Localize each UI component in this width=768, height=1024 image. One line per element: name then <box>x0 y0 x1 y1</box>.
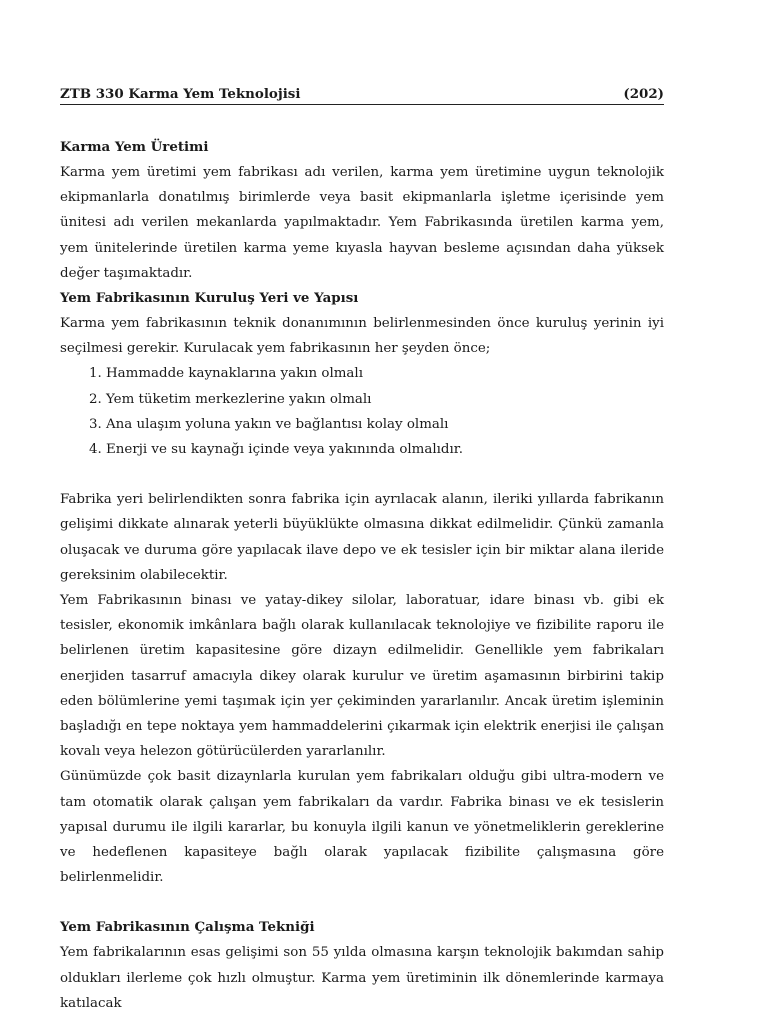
section-heading-karma-yem-uretimi: Karma Yem Üretimi <box>60 139 209 155</box>
list-item: 2. Yem tüketim merkezlerine yakın olmalı <box>106 387 664 412</box>
paragraph-gunumuzde: Günümüzde çok basit dizaynlarla kurulan yem fabrikaları olduğu gibi ultra-modern ve tam otomatik olarak çalışan yem fabrikaları da vardır. Fabrika binası ve ek tesislerin yapısal durumu ile ilgili kararlar, bu konuyla ilgili kanun ve yönetmeliklerin gereklerine ve hedeflenen kapasiteye bağlı olarak yapılacak fizibilite çalışmasına göre belirlenmelidir. <box>60 769 664 886</box>
requirements-list <box>60 361 664 462</box>
section-heading-kurulus-yeri: Yem Fabrikasının Kuruluş Yeri ve Yapısı <box>60 290 359 307</box>
list-item: 3. Ana ulaşım yoluna yakın ve bağlantısı kolay olmalı <box>106 412 664 437</box>
section-heading-calisma-teknigi: Yem Fabrikasının Çalışma Tekniği <box>60 919 315 936</box>
paragraph-fabrika-binasi: Yem Fabrikasının binası ve yatay-dikey silolar, laboratuar, idare binası vb. gibi ek tesisler, ekonomik imkânlara bağlı olarak kullanılacak teknolojiye ve fizibilite raporu ile belirlenen üretim kapasitesine göre dizayn edilmelidir. Genellikle yem fabrikaları enerjiden tasarruf amacıyla dikey olarak kurulur ve üretim aşamasının birbirini takip eden bölümlerine yemi taşımak için yer çekiminden yararlanılır. Ancak üretim işleminin başladığı en tepe noktaya yem hammaddelerini çıkarmak için elektrik enerjisi ile çalışan kovalı veya helezon götürücülerden yararlanılır. <box>60 593 664 760</box>
document-page <box>60 86 664 1016</box>
list-item: 4. Enerji ve su kaynağı içinde veya yakınında olmalıdır. <box>106 437 664 462</box>
course-code: (202) <box>623 86 664 102</box>
paragraph-karma-yem-uretimi: Karma yem üretimi yem fabrikası adı verilen, karma yem üretimine uygun teknolojik ekipmanlarla donatılmış birimlerde veya basit ekipmanlarla işletme içerisinde yem ünitesi adı verilen mekanlarda yapılmaktadır. Yem Fabrikasında üretilen karma yem, yem ünitelerinde üretilen karma yeme kıyasla hayvan besleme açısından daha yüksek değer taşımaktadır. <box>60 165 664 281</box>
paragraph-fabrika-yeri: Fabrika yeri belirlendikten sonra fabrika için ayrılacak alanın, ileriki yıllarda fabrikanın gelişimi dikkate alınarak yeterli büyüklükte olmasına dikkat edilmelidir. Çünkü zamanla oluşacak ve duruma göre yapılacak ilave depo ve ek tesisler için bir miktar alana ileride gereksinim olabilecektir. <box>60 492 664 583</box>
course-title: ZTB 330 Karma Yem Teknolojisi <box>60 86 301 102</box>
paragraph-calisma-teknigi: Yem fabrikalarının esas gelişimi son 55 yılda olmasına karşın teknolojik bakımdan sahip oldukları ilerleme çok hızlı olmuştur. Karma yem üretiminin ilk dönemlerinde karmaya katılacak <box>60 945 664 1011</box>
paragraph-kurulus-yeri-intro: Karma yem fabrikasının teknik donanımının belirlenmesinden önce kuruluş yerinin iyi seçilmesi gerekir. Kurulacak yem fabrikasının her şeyden önce; <box>60 316 664 357</box>
list-item: 1. Hammadde kaynaklarına yakın olmalı <box>106 361 664 386</box>
page-header <box>60 86 664 105</box>
